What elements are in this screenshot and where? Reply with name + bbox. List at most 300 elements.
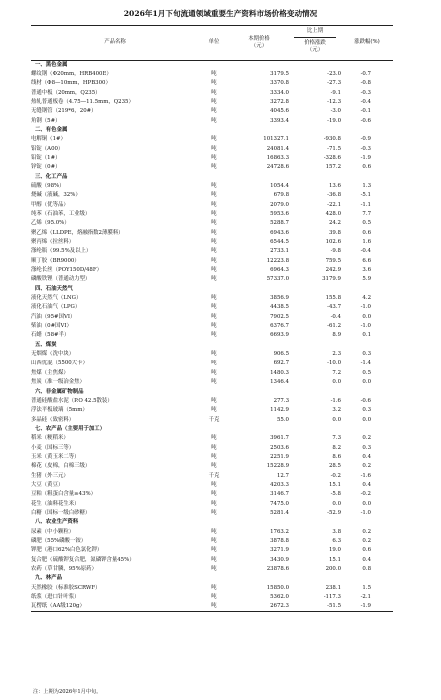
table-row bbox=[31, 331, 393, 340]
pct-cell: -1.9 bbox=[360, 154, 371, 161]
pct-cell: 0.4 bbox=[362, 556, 371, 563]
change-cell: 7.3 bbox=[332, 435, 341, 442]
section-row bbox=[31, 61, 393, 70]
product-name: 尿素（中小颗粒） bbox=[31, 528, 75, 535]
pct-cell: -0.6 bbox=[360, 117, 371, 124]
change-cell: 0.0 bbox=[332, 416, 341, 423]
product-name: 焦炭（准一级冶金焦） bbox=[31, 379, 85, 386]
table-row bbox=[31, 406, 393, 415]
change-cell: -0.2 bbox=[330, 472, 341, 479]
change-cell: 7.2 bbox=[332, 369, 341, 376]
product-name: 石蜡（58#半） bbox=[31, 332, 70, 339]
header-change-top: 比上期 bbox=[306, 28, 324, 34]
unit-cell: 吨 bbox=[211, 80, 217, 87]
change-cell: -36.8 bbox=[327, 192, 341, 199]
unit-cell: 吨 bbox=[211, 145, 217, 152]
pct-cell: 0.2 bbox=[362, 538, 371, 544]
section-title: 三、化工产品 bbox=[35, 173, 68, 180]
table-row bbox=[31, 191, 393, 200]
unit-cell: 吨 bbox=[211, 509, 217, 516]
unit-cell: 吨 bbox=[211, 397, 217, 404]
change-cell: -19.0 bbox=[327, 117, 341, 124]
price-cell: 7475.0 bbox=[270, 500, 289, 507]
price-cell: 57337.0 bbox=[266, 276, 289, 283]
table-row bbox=[31, 89, 393, 98]
product-name: 无缝钢管（219*6，20#） bbox=[31, 108, 97, 115]
change-cell: -43.7 bbox=[327, 304, 341, 311]
section-title: 九、林产品 bbox=[35, 575, 62, 582]
price-cell: 5362.0 bbox=[270, 594, 289, 601]
unit-cell: 吨 bbox=[211, 70, 217, 77]
pct-cell: 4.2 bbox=[362, 295, 371, 302]
section-row bbox=[31, 126, 393, 135]
pct-cell: 0.5 bbox=[362, 220, 371, 227]
product-name: 稻米（粳稻米） bbox=[31, 435, 69, 442]
unit-cell: 吨 bbox=[211, 594, 217, 601]
unit-cell: 吨 bbox=[211, 239, 217, 245]
change-cell: -23.0 bbox=[327, 70, 341, 77]
table-row bbox=[31, 462, 393, 471]
change-cell: 3.2 bbox=[332, 407, 341, 414]
price-cell: 277.3 bbox=[273, 397, 289, 404]
unit-cell: 吨 bbox=[211, 538, 217, 544]
product-name: 汽油（95#国VI） bbox=[31, 313, 76, 320]
table-row bbox=[31, 145, 393, 154]
pct-cell: 0.4 bbox=[362, 453, 371, 460]
product-name: 无烟煤（洗中块） bbox=[31, 351, 75, 358]
section-row bbox=[31, 518, 393, 527]
section-title: 六、非金属矿物制品 bbox=[35, 388, 84, 395]
product-name: 甲醇（优等品） bbox=[31, 201, 69, 208]
pct-cell: -0.2 bbox=[360, 491, 371, 498]
unit-cell: 吨 bbox=[211, 201, 217, 208]
pct-cell: -1.0 bbox=[360, 509, 371, 516]
unit-cell: 吨 bbox=[211, 117, 217, 124]
product-name: 顺丁胶（BR9000） bbox=[31, 257, 80, 264]
table-row bbox=[31, 257, 393, 266]
table-row bbox=[31, 397, 393, 406]
price-cell: 15850.0 bbox=[266, 584, 289, 591]
table-row bbox=[31, 238, 393, 247]
table-row bbox=[31, 322, 393, 331]
unit-cell: 吨 bbox=[211, 267, 217, 274]
unit-cell: 吨 bbox=[211, 547, 217, 554]
table-row bbox=[31, 313, 393, 322]
change-cell: 24.2 bbox=[328, 220, 341, 227]
unit-cell: 吨 bbox=[199, 602, 229, 611]
pct-cell: -1.1 bbox=[360, 201, 371, 208]
change-cell: -61.2 bbox=[327, 323, 341, 330]
product-name: 玉米（黄玉米二等） bbox=[31, 453, 80, 460]
unit-cell: 吨 bbox=[211, 323, 217, 330]
price-cell: 3271.9 bbox=[270, 547, 289, 554]
product-name: 电解铜（1#） bbox=[31, 136, 66, 143]
pct-cell: 0.0 bbox=[362, 379, 371, 386]
change-cell: -22.1 bbox=[327, 201, 341, 208]
table-row bbox=[31, 79, 393, 88]
unit-cell: 吨 bbox=[211, 295, 217, 302]
header-pct: 涨跌幅(%) bbox=[341, 26, 393, 61]
pct-cell: 5.9 bbox=[362, 276, 371, 283]
product-name: 螺纹钢（Φ20mm，HRB400E） bbox=[31, 70, 112, 77]
table-row bbox=[31, 537, 393, 546]
section-title: 二、有色金属 bbox=[35, 126, 68, 133]
change-cell: 6.3 bbox=[332, 538, 341, 544]
price-cell: 692.7 bbox=[273, 360, 289, 367]
product-name: 多晶硅（致密料） bbox=[31, 416, 75, 423]
unit-cell: 吨 bbox=[211, 463, 217, 470]
change-cell: -0.4 bbox=[330, 313, 341, 320]
table-row bbox=[31, 70, 393, 79]
table-row bbox=[31, 444, 393, 453]
pct-cell: -1.9 bbox=[341, 602, 393, 611]
unit-cell: 吨 bbox=[211, 276, 217, 283]
product-name: 液化天然气（LNG） bbox=[31, 295, 82, 302]
change-cell: 200.0 bbox=[325, 566, 341, 573]
change-cell: -12.3 bbox=[327, 98, 341, 105]
unit-cell: 吨 bbox=[211, 192, 217, 199]
product-name: 涤纶瓶（99.5%及以上） bbox=[31, 248, 92, 255]
price-cell: 7902.5 bbox=[270, 313, 289, 320]
pct-cell: 0.2 bbox=[362, 435, 371, 442]
price-cell: 24081.4 bbox=[266, 145, 289, 152]
price-cell: 4045.6 bbox=[270, 108, 289, 115]
change-cell: 3179.9 bbox=[322, 276, 341, 283]
price-cell: 12.7 bbox=[276, 472, 289, 479]
price-cell: 4203.3 bbox=[270, 481, 289, 488]
price-cell: 5953.6 bbox=[270, 210, 289, 217]
table-body bbox=[31, 61, 393, 612]
pct-cell: 7.7 bbox=[362, 210, 371, 217]
unit-cell: 千克 bbox=[208, 472, 220, 479]
header-divider bbox=[294, 37, 336, 38]
product-name: 锌锭（0#） bbox=[31, 164, 61, 171]
change-cell: 8.9 bbox=[332, 332, 341, 339]
section-row bbox=[31, 341, 393, 350]
product-name: 纯苯（石油苯，工业级） bbox=[31, 210, 91, 217]
product-name: 铝锭（A00） bbox=[31, 145, 64, 152]
product-name: 乙烯（95.0%） bbox=[31, 220, 70, 227]
pct-cell: 3.6 bbox=[362, 267, 371, 274]
table-row bbox=[31, 472, 393, 481]
unit-cell: 吨 bbox=[211, 481, 217, 488]
product-name: 豆粕（粗蛋白含量≥43%） bbox=[31, 491, 97, 498]
unit-cell: 吨 bbox=[211, 248, 217, 255]
table-row bbox=[31, 500, 393, 509]
table-row bbox=[31, 219, 393, 228]
price-cell: 3146.7 bbox=[270, 491, 289, 498]
pct-cell: 0.6 bbox=[362, 547, 371, 554]
price-cell: 5288.7 bbox=[270, 220, 289, 227]
unit-cell: 吨 bbox=[211, 407, 217, 414]
pct-cell: 0.0 bbox=[362, 313, 371, 320]
price-cell: 2251.9 bbox=[270, 453, 289, 460]
price-cell: 3430.9 bbox=[270, 556, 289, 563]
table-row bbox=[31, 593, 393, 602]
unit-cell: 吨 bbox=[211, 566, 217, 573]
pct-cell: 0.0 bbox=[362, 416, 371, 423]
table-row bbox=[31, 182, 393, 191]
unit-cell: 吨 bbox=[211, 369, 217, 376]
product-name: 花生（油料花生米） bbox=[31, 500, 80, 507]
unit-cell: 吨 bbox=[211, 500, 217, 507]
product-name: 钾肥（港口62%白色氯化钾） bbox=[31, 547, 103, 554]
table-row bbox=[31, 275, 393, 284]
price-cell: 1054.4 bbox=[270, 182, 289, 189]
pct-cell: -0.3 bbox=[360, 145, 371, 152]
product-name: 农药（草甘膦，95%原药） bbox=[31, 566, 97, 573]
change-cell: 8.2 bbox=[332, 444, 341, 451]
unit-cell: 吨 bbox=[211, 164, 217, 171]
change-cell: 28.5 bbox=[328, 463, 341, 470]
change-cell: 19.0 bbox=[328, 547, 341, 554]
price-cell: 3856.9 bbox=[270, 295, 289, 302]
pct-cell: 0.3 bbox=[362, 444, 371, 451]
price-cell: 3961.7 bbox=[270, 435, 289, 442]
unit-cell: 吨 bbox=[211, 584, 217, 591]
pct-cell: -5.1 bbox=[360, 192, 371, 199]
table-row bbox=[31, 107, 393, 116]
price-cell: 2733.1 bbox=[270, 248, 289, 255]
change-cell: -9.8 bbox=[330, 248, 341, 255]
table-row bbox=[31, 565, 393, 574]
price-cell: 6376.7 bbox=[270, 323, 289, 330]
unit-cell: 吨 bbox=[211, 257, 217, 264]
change-cell: -51.5 bbox=[289, 602, 341, 611]
product-name: 复合肥（硫酸钾复合肥，氮磷钾含量45%） bbox=[31, 556, 135, 563]
price-cell: 679.8 bbox=[273, 192, 289, 199]
product-name: 白糖（国标一级白砂糖） bbox=[31, 509, 91, 516]
table-row bbox=[31, 453, 393, 462]
change-cell: 15.1 bbox=[328, 556, 341, 563]
change-cell: -52.9 bbox=[327, 509, 341, 516]
table-row bbox=[31, 528, 393, 537]
section-row bbox=[31, 285, 393, 294]
section-row bbox=[31, 173, 393, 182]
product-name: 小麦（国标三等） bbox=[31, 444, 75, 451]
change-cell: 2.3 bbox=[332, 351, 341, 358]
unit-cell: 吨 bbox=[211, 210, 217, 217]
table-row bbox=[31, 154, 393, 163]
change-cell: -9.1 bbox=[330, 89, 341, 96]
header-price-label: 本期价格（元） bbox=[248, 35, 270, 49]
change-cell: -10.0 bbox=[327, 360, 341, 367]
pct-cell: 0.3 bbox=[362, 351, 371, 358]
price-cell: 3370.8 bbox=[270, 80, 289, 87]
change-cell: 15.1 bbox=[328, 481, 341, 488]
header-price bbox=[229, 26, 289, 61]
unit-cell: 吨 bbox=[211, 360, 217, 367]
change-cell: -930.8 bbox=[323, 136, 341, 143]
product-name: 普通中板（20mm，Q235） bbox=[31, 89, 101, 96]
change-cell: 759.5 bbox=[325, 257, 341, 264]
product-name: 焦煤（主焦煤） bbox=[31, 369, 69, 376]
change-cell: -5.8 bbox=[330, 491, 341, 498]
unit-cell: 吨 bbox=[211, 304, 217, 311]
pct-cell: 0.8 bbox=[362, 566, 371, 573]
product-name: 大豆（黄豆） bbox=[31, 481, 64, 488]
pct-cell: 0.3 bbox=[362, 407, 371, 414]
unit-cell: 吨 bbox=[211, 453, 217, 460]
price-table bbox=[31, 25, 393, 612]
pct-cell: 0.6 bbox=[362, 164, 371, 171]
price-cell: 2672.3 bbox=[229, 602, 289, 611]
change-cell: -27.3 bbox=[327, 80, 341, 87]
pct-cell: -0.6 bbox=[360, 397, 371, 404]
price-cell: 6943.6 bbox=[270, 229, 289, 236]
price-cell: 3179.5 bbox=[270, 70, 289, 77]
table-row bbox=[31, 294, 393, 303]
unit-cell: 吨 bbox=[211, 313, 217, 320]
product-name: 涤纶长丝（POY150D/48F） bbox=[31, 267, 102, 274]
change-cell: 238.1 bbox=[325, 584, 341, 591]
price-cell: 12223.8 bbox=[266, 257, 289, 264]
price-cell: 23878.6 bbox=[266, 566, 289, 573]
change-cell: -71.5 bbox=[327, 145, 341, 152]
section-title: 八、农业生产资料 bbox=[35, 519, 79, 526]
pct-cell: 1.6 bbox=[362, 239, 371, 245]
unit-cell: 千克 bbox=[208, 416, 220, 423]
table-row bbox=[31, 490, 393, 499]
table-row bbox=[31, 135, 393, 144]
price-cell: 6693.9 bbox=[270, 332, 289, 339]
section-row bbox=[31, 388, 393, 397]
price-cell: 4438.5 bbox=[270, 304, 289, 311]
pct-cell: 0.6 bbox=[362, 229, 371, 236]
pct-cell: 1.3 bbox=[362, 182, 371, 189]
product-name: 棉花（皮棉，白棉三级） bbox=[31, 463, 91, 470]
unit-cell: 吨 bbox=[211, 351, 217, 358]
price-cell: 1142.9 bbox=[270, 407, 289, 414]
table-row bbox=[31, 416, 393, 425]
change-cell: 39.8 bbox=[328, 229, 341, 236]
change-cell: 242.9 bbox=[325, 267, 341, 274]
footnote: 注：上期为2026年1月中旬。 bbox=[33, 689, 102, 695]
table-row bbox=[31, 163, 393, 172]
pct-cell: -0.4 bbox=[360, 248, 371, 255]
price-cell: 24728.6 bbox=[266, 164, 289, 171]
unit-cell: 吨 bbox=[211, 108, 217, 115]
product-name: 天然橡胶（标准胶SCRWF） bbox=[31, 584, 101, 591]
pct-cell: 0.1 bbox=[362, 332, 371, 339]
pct-cell: -0.8 bbox=[360, 80, 371, 87]
change-cell: 102.6 bbox=[325, 239, 341, 245]
price-cell: 5281.4 bbox=[270, 509, 289, 516]
price-cell: 3334.0 bbox=[270, 89, 289, 96]
table-row bbox=[31, 434, 393, 443]
table-row bbox=[31, 556, 393, 565]
header-name: 产品名称 bbox=[31, 26, 199, 61]
unit-cell: 吨 bbox=[211, 435, 217, 442]
change-cell: -328.6 bbox=[323, 154, 341, 161]
price-cell: 3272.8 bbox=[270, 98, 289, 105]
header-change bbox=[289, 26, 341, 61]
product-name: 硫酸（98%） bbox=[31, 182, 65, 189]
pct-cell: -0.1 bbox=[360, 108, 371, 115]
section-row bbox=[31, 574, 393, 583]
table-row bbox=[31, 266, 393, 275]
product-name: 瓦楞纸（AA级120g） bbox=[31, 602, 199, 611]
product-name: 磷肥（55%磷酸一铵） bbox=[31, 538, 87, 544]
section-title: 四、石油天然气 bbox=[35, 285, 73, 292]
product-name: 浮法平板玻璃（5mm） bbox=[31, 407, 88, 414]
product-name: 热轧普通板卷（4.75—11.5mm，Q235） bbox=[31, 98, 134, 105]
pct-cell: -1.4 bbox=[360, 360, 371, 367]
table-row bbox=[31, 303, 393, 312]
section-title: 一、黑色金属 bbox=[35, 61, 68, 68]
product-name: 线材（Φ8—10mm，HPB300） bbox=[31, 80, 111, 87]
table-row bbox=[31, 350, 393, 359]
change-cell: 0.0 bbox=[332, 379, 341, 386]
change-cell: -1.6 bbox=[330, 397, 341, 404]
price-cell: 3878.8 bbox=[270, 538, 289, 544]
change-cell: 3.8 bbox=[332, 528, 341, 535]
table-row bbox=[31, 201, 393, 210]
unit-cell: 吨 bbox=[211, 136, 217, 143]
product-name: 柴油（0#国VI） bbox=[31, 323, 72, 330]
table-row bbox=[31, 247, 393, 256]
change-cell: -3.0 bbox=[330, 108, 341, 115]
change-cell: 157.2 bbox=[325, 164, 341, 171]
price-cell: 101327.1 bbox=[263, 136, 289, 143]
price-cell: 6964.3 bbox=[270, 267, 289, 274]
table-row bbox=[31, 481, 393, 490]
change-cell: 428.0 bbox=[325, 210, 341, 217]
unit-cell: 吨 bbox=[211, 332, 217, 339]
pct-cell: 0.5 bbox=[362, 369, 371, 376]
pct-cell: -0.7 bbox=[360, 70, 371, 77]
price-cell: 3393.4 bbox=[270, 117, 289, 124]
pct-cell: -2.1 bbox=[360, 594, 371, 601]
table-row bbox=[31, 546, 393, 555]
page-title: 2026年1月下旬流通领域重要生产资料市场价格变动情况 bbox=[123, 9, 318, 18]
table-header-row bbox=[31, 26, 393, 61]
table-row bbox=[31, 584, 393, 593]
unit-cell: 吨 bbox=[211, 154, 217, 161]
pct-cell: 1.5 bbox=[362, 584, 371, 591]
unit-cell: 吨 bbox=[211, 98, 217, 105]
price-cell: 1763.2 bbox=[270, 528, 289, 535]
price-cell: 16863.3 bbox=[266, 154, 289, 161]
header-unit: 单位 bbox=[199, 26, 229, 61]
unit-cell: 吨 bbox=[211, 528, 217, 535]
product-name: 普通硅酸盐水泥（P.O 42.5散装） bbox=[31, 397, 113, 404]
table-row bbox=[31, 602, 393, 611]
product-name: 生猪（外三元） bbox=[31, 472, 69, 479]
unit-cell: 吨 bbox=[211, 220, 217, 227]
pct-cell: 6.6 bbox=[362, 257, 371, 264]
table-row bbox=[31, 369, 393, 378]
product-name: 铅锭（1#） bbox=[31, 154, 61, 161]
unit-cell: 吨 bbox=[211, 444, 217, 451]
pct-cell: 0.0 bbox=[362, 500, 371, 507]
price-cell: 2503.6 bbox=[270, 444, 289, 451]
change-cell: 0.0 bbox=[332, 500, 341, 507]
product-name: 烧碱（液碱，32%） bbox=[31, 192, 81, 199]
change-cell: 13.6 bbox=[328, 182, 341, 189]
table-row bbox=[31, 360, 393, 369]
pct-cell: 0.2 bbox=[362, 463, 371, 470]
pct-cell: 0.4 bbox=[362, 481, 371, 488]
unit-cell: 吨 bbox=[211, 229, 217, 236]
unit-cell: 吨 bbox=[211, 379, 217, 386]
price-cell: 55.0 bbox=[276, 416, 289, 423]
pct-cell: -0.4 bbox=[360, 98, 371, 105]
change-cell: 8.6 bbox=[332, 453, 341, 460]
change-cell: -117.3 bbox=[323, 594, 341, 601]
price-cell: 1480.3 bbox=[270, 369, 289, 376]
pct-cell: -1.0 bbox=[360, 323, 371, 330]
